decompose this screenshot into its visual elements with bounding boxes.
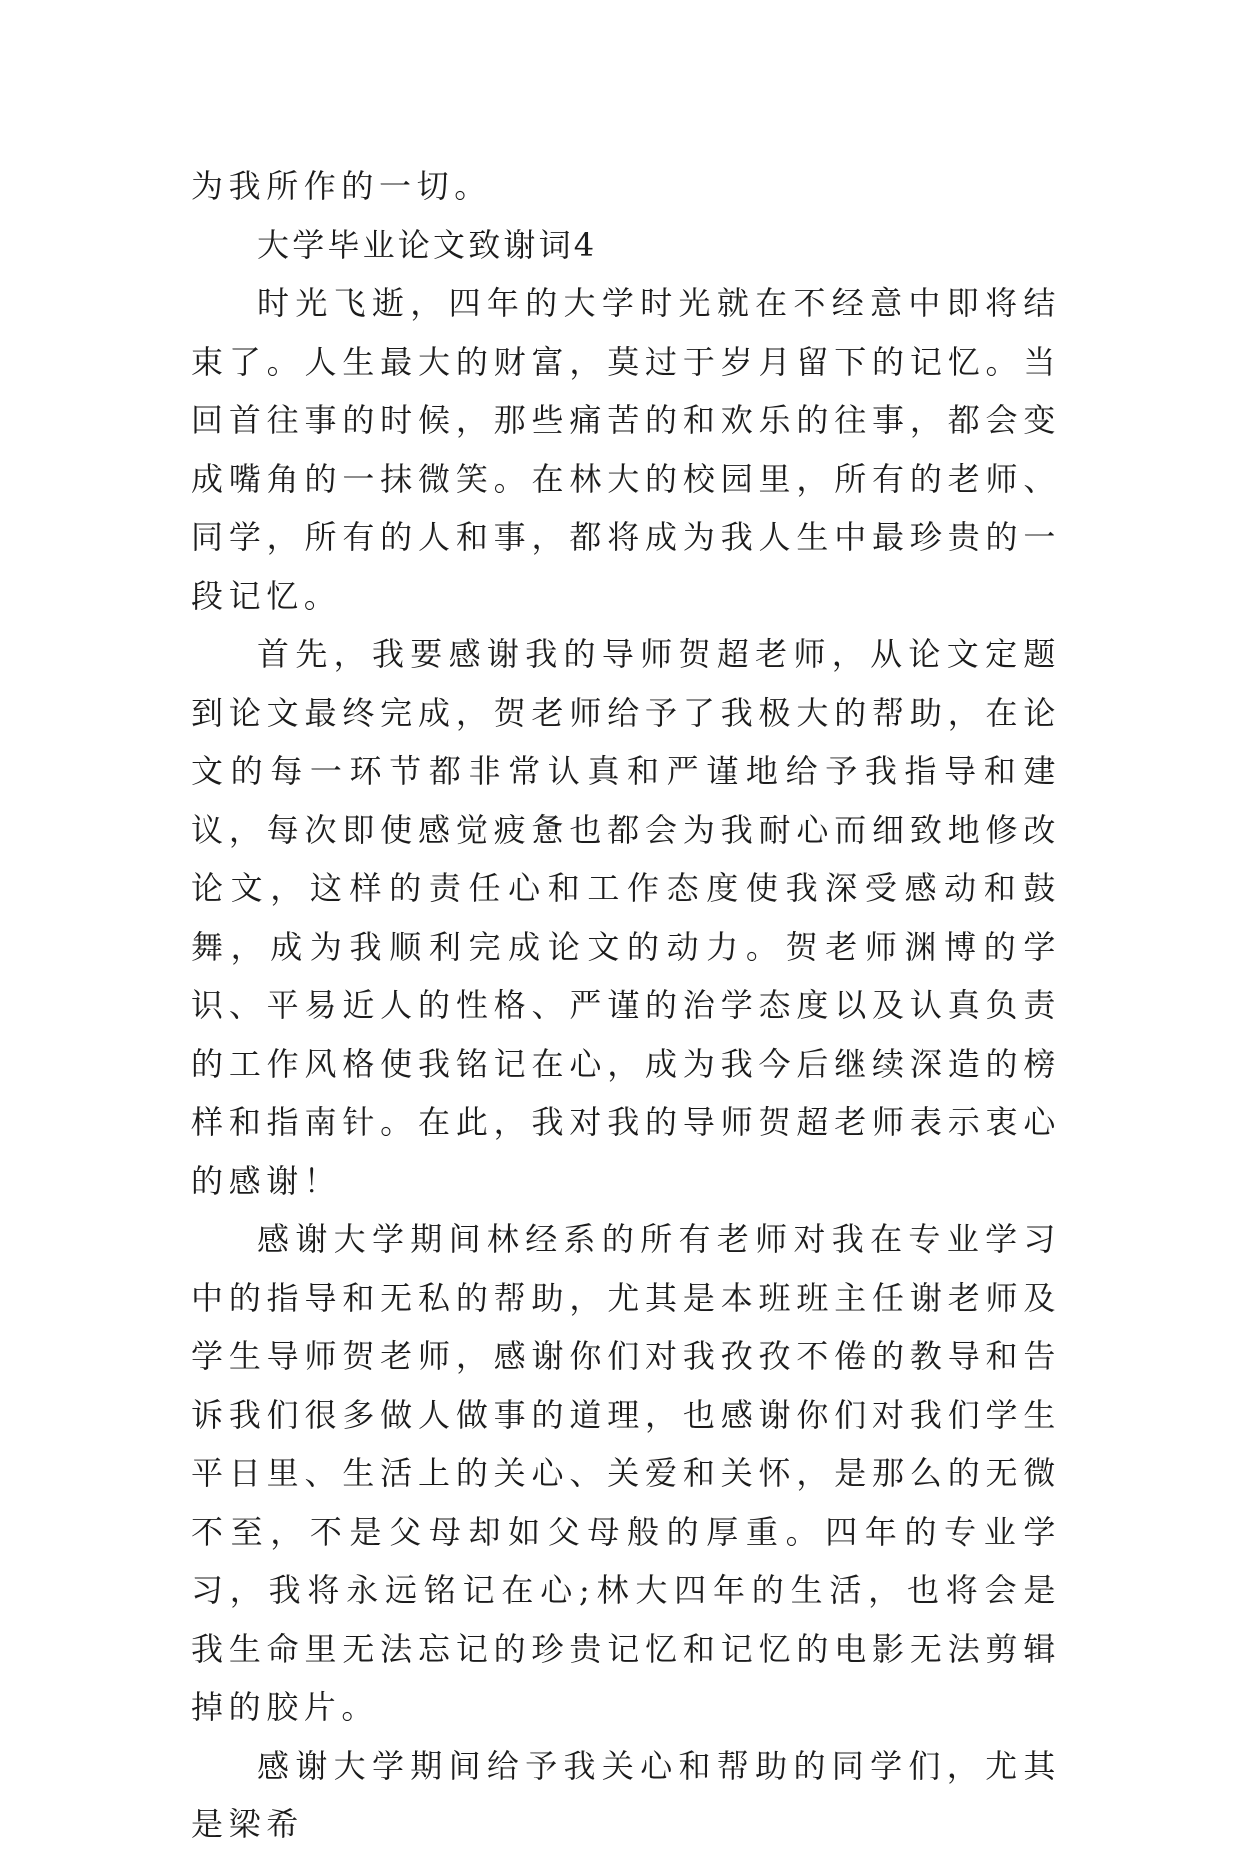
document-body: [191, 157, 1061, 1854]
paragraph: 时光飞逝，四年的大学时光就在不经意中即将结束了。人生最大的财富，莫过于岁月留下的记忆。当回首往事的时候，那些痛苦的和欢乐的往事，都会变成嘴角的一抹微笑。在林大的校园里，所有的老师、同学，所有的人和事，都将成为我人生中最珍贵的一段记忆。: [191, 284, 1061, 615]
paragraph: 感谢大学期间给予我关心和帮助的同学们，尤其是梁希: [191, 1746, 1061, 1843]
section-heading: 大学毕业论文致谢词4: [257, 225, 598, 264]
paragraph-continuation: 为我所作的一切。: [191, 167, 492, 205]
paragraph: 首先，我要感谢我的导师贺超老师，从论文定题到论文最终完成，贺老师给予了我极大的帮助，在论文的每一环节都非常认真和严谨地给予我指导和建议，每次即使感觉疲惫也都会为我耐心而细致地修改论文，这样的责任心和工作态度使我深受感动和鼓舞，成为我顺利完成论文的动力。贺老师渊博的学识、平易近人的性格、严谨的治学态度以及认真负责的工作风格使我铭记在心，成为我今后继续深造的榜样和指南针。在此，我对我的导师贺超老师表示衷心的感谢！: [191, 635, 1061, 1200]
paragraph: 感谢大学期间林经系的所有老师对我在专业学习中的指导和无私的帮助，尤其是本班班主任谢老师及学生导师贺老师，感谢你们对我孜孜不倦的教导和告诉我们很多做人做事的道理，也感谢你们对我们学生平日里、生活上的关心、关爱和关怀，是那么的无微不至，不是父母却如父母般的厚重。四年的专业学习，我将永远铭记在心;林大四年的生活，也将会是我生命里无法忘记的珍贵记忆和记忆的电影无法剪辑掉的胶片。: [191, 1220, 1061, 1726]
